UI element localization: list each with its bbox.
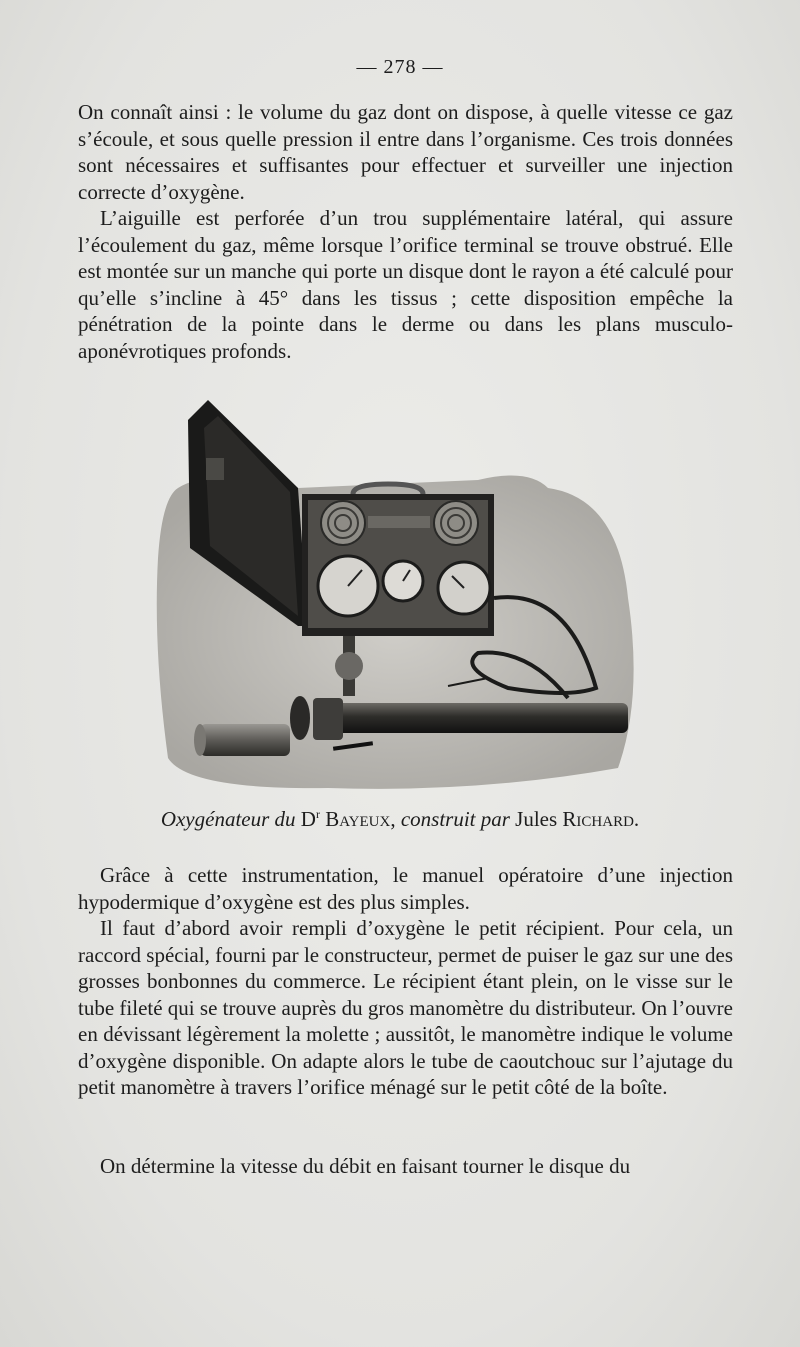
paragraph-2: L’aiguille est perforée d’un trou supplémentaire latéral, qui assure l’écoulement du gaz, même lorsque l’orifice terminal se trouve obstrué. Elle est montée sur un manche qui porte un disque dont le rayon a été calculé pour qu’elle s’incline à 45° dans les tissus ; cette disposition empêche la pénétration de la pointe dans le derme ou dans les plans musculo-aponévrotiques profonds. (78, 206, 733, 363)
oxygenator-illustration (148, 398, 648, 790)
figure-caption (0, 807, 800, 832)
paragraph-5: On détermine la vitesse du débit en faisant tourner le disque du (100, 1154, 631, 1178)
caption-maker-first: Jules (515, 807, 558, 831)
caption-name: Bayeux, (325, 807, 396, 831)
paragraph-3: Grâce à cette instrumentation, le manuel opératoire d’une injection hypodermique d’oxygène est des plus simples. (78, 863, 733, 914)
paragraph-1: On connaît ainsi : le volume du gaz dont on dispose, à quelle vitesse ce gaz s’écoule, et sous quelle pression il entre dans l’organisme. Ces trois données sont nécessaires et suffisantes pour effectuer et surveiller une injection correcte d’oxygène. (78, 100, 733, 204)
caption-title: Oxygénateur du (160, 807, 296, 831)
paragraph-4: Il faut d’abord avoir rempli d’oxygène le petit récipient. Pour cela, un raccord spécial, fourni par le constructeur, permet de puiser le gaz sur une des grosses bonbonnes du commerce. Le récipient étant plein, on le visse sur le tube fileté qui se trouve auprès du gros manomètre du distributeur. On l’ouvre en dévissant légèrement la molette ; aussitôt, le manomètre indique le volume d’oxygène disponible. On adapte alors le tube de caoutchouc sur l’ajutage du petit manomètre à travers l’orifice ménagé sur le petit côté de la boîte. (78, 916, 733, 1099)
caption-maker-last: Richard. (562, 807, 640, 831)
caption-dr: $D^r$ (300, 807, 320, 831)
page-number: — 278 — (356, 56, 444, 78)
oxygenator-photo (148, 398, 648, 790)
caption-constructed: construit par (400, 807, 510, 831)
